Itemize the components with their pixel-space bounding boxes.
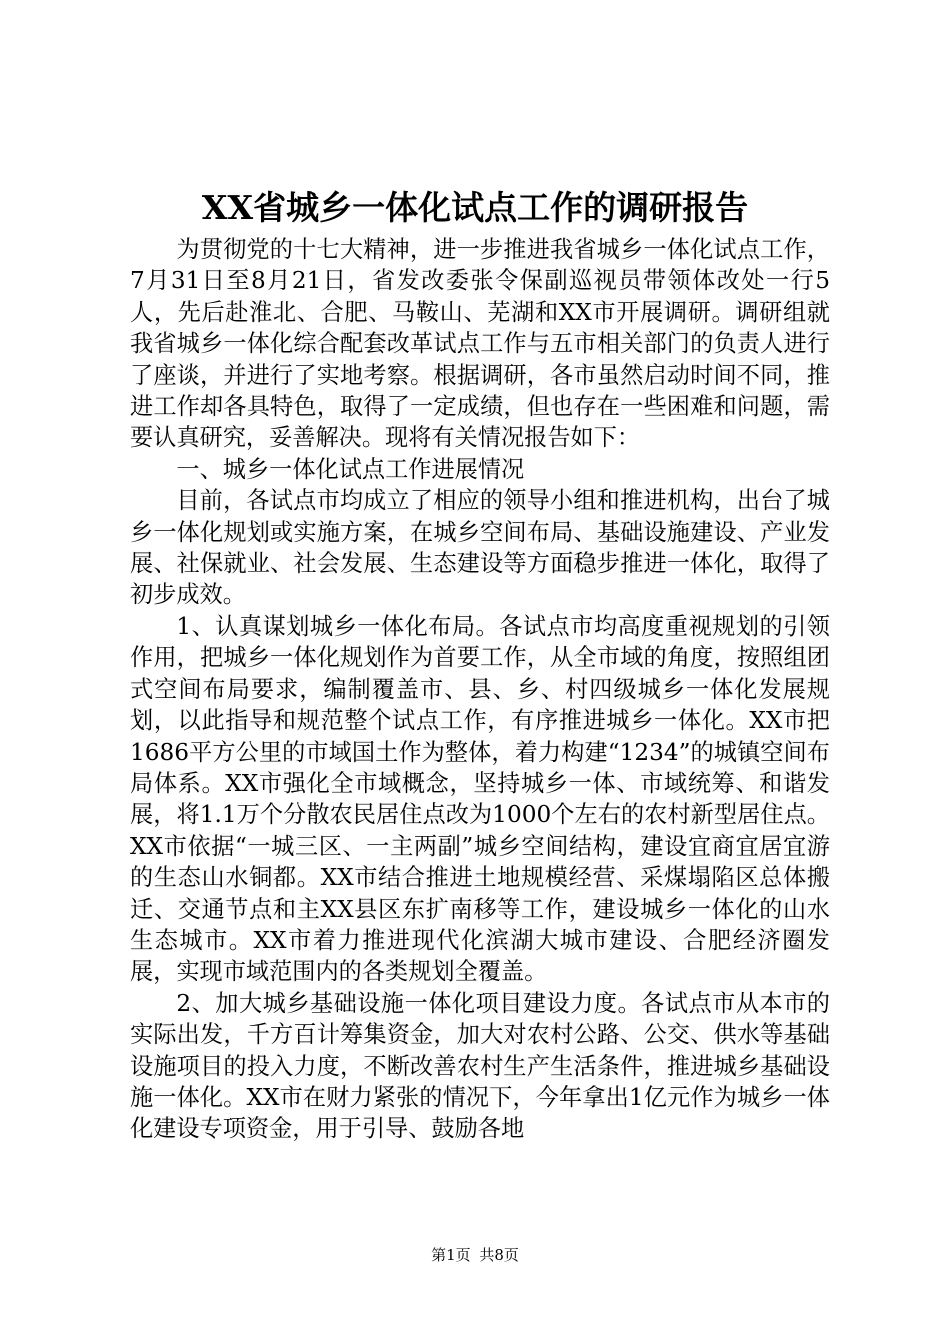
infrastructure-paragraph: 2、加大城乡基础设施一体化项目建设力度。各试点市从本市的实际出发，千方百计筹集资金，加大对农村公路、公交、供水等基础设施项目的投入力度，不断改善农村生产生活条件，推进城乡基础设施一体化。XX市在财力紧张的情况下，今年拿出1亿元作为城乡一体化建设专项资金，用于引导、鼓励各地: [130, 989, 830, 1143]
planning-paragraph: 1、认真谋划城乡一体化布局。各试点市均高度重视规划的引领作用，把城乡一体化规划作为首要工作，从全市域的角度，按照组团式空间布局要求，编制覆盖市、县、乡、村四级城乡一体化发展规划，以此指导和规范整个试点工作，有序推进城乡一体化。XX市把1686平方公里的市域国土作为整体，着力构建“1234”的城镇空间布局体系。XX市强化全市域概念，坚持城乡一体、市域统筹、和谐发展，将1.1万个分散农民居住点改为1000个左右的农村新型居住点。XX市依据“一城三区、一主两副”城乡空间结构，建设宜商宜居宜游的生态山水铜都。XX市结合推进土地规模经营、采煤塌陷区总体搬迁、交通节点和主XX县区东扩南移等工作，建设城乡一体化的山水生态城市。XX市着力推进现代化滨湖大城市建设、合肥经济圈发展，实现市域范围内的各类规划全覆盖。: [130, 612, 830, 986]
document-title: XX省城乡一体化试点工作的调研报告: [201, 188, 749, 227]
page-footer: 第1页 共8页: [431, 1246, 519, 1264]
progress-paragraph: 目前，各试点市均成立了相应的领导小组和推进机构，出台了城乡一体化规划或实施方案，在城乡空间布局、基础设施建设、产业发展、社保就业、社会发展、生态建设等方面稳步推进一体化，取得了初步成效。: [130, 487, 830, 609]
intro-paragraph: 为贯彻党的十七大精神，进一步推进我省城乡一体化试点工作，7月31日至8月21日，省发改委张令保副巡视员带领体改处一行5人，先后赴淮北、合肥、马鞍山、芜湖和XX市开展调研。调研组就我省城乡一体化综合配套改革试点工作与五市相关部门的负责人进行了座谈，并进行了实地考察。根据调研，各市虽然启动时间不同，推进工作却各具特色，取得了一定成绩，但也存在一些困难和问题，需要认真研究，妥善解决。现将有关情况报告如下：: [130, 236, 830, 452]
document-body: [130, 234, 830, 1145]
section-heading: 一、城乡一体化试点工作进展情况: [176, 455, 525, 483]
